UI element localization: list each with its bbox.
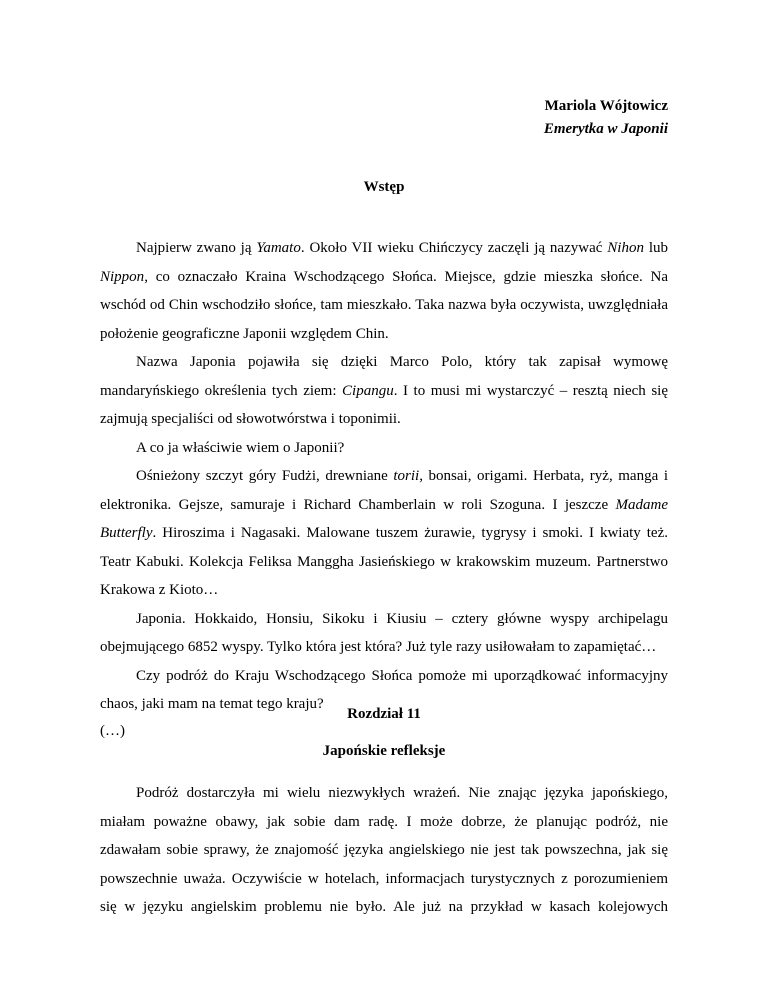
intro-text — [100, 234, 668, 744]
intro-paragraph-2 — [100, 348, 668, 434]
chapter-text — [100, 779, 668, 922]
ellipsis-marker: (…) — [100, 722, 125, 739]
intro-heading: Wstęp — [363, 179, 405, 195]
chapter-title: Japońskie refleksje — [322, 743, 446, 759]
italic-term: Cipangu — [342, 382, 394, 399]
chapter-paragraph-1 — [100, 779, 668, 922]
chapter-number: Rozdział 11 — [347, 706, 421, 722]
text-run: Czy podróż do Kraju Wschodzącego Słońca pomoże mi uporządkować informacyjny chaos, jaki mam na temat tego kraju? — [100, 667, 668, 712]
text-run: . I to musi mi wystarczyć – resztą niech się zajmują specjaliści od słowotwórstwa i toponimii. — [100, 382, 668, 427]
text-run: Najpierw zwano ją — [136, 240, 257, 256]
book-title: Emerytka w Japonii — [543, 121, 668, 137]
author-block — [544, 95, 668, 141]
text-run: . Około VII wieku Chińczycy zaczęli ją nazywać — [300, 240, 608, 256]
italic-term: torii — [393, 468, 420, 484]
text-run: Japonia. Hokkaido, Honsiu, Sikoku i Kiusiu – cztery główne wyspy archipelagu obejmującego 6852 wyspy. Tylko która jest która? Już tyle razy usiłowałam to zapamiętać… — [100, 610, 668, 655]
author-name: Mariola Wójtowicz — [544, 98, 668, 114]
text-run: Ośnieżony szczyt góry Fudżi, drewniane — [136, 468, 394, 484]
italic-term: Nihon — [607, 240, 644, 256]
intro-paragraph-1 — [100, 234, 668, 348]
text-run: A co ja właściwie wiem o Japonii? — [136, 439, 345, 456]
intro-paragraph-4 — [100, 462, 668, 605]
intro-paragraph-5 — [100, 605, 668, 662]
text-run: , bonsai, origami. Herbata, ryż, manga i elektronika. Gejsze, samuraje i Richard Chamberlain w roli Szoguna. I jeszcze — [100, 468, 668, 513]
text-run: lub — [643, 240, 668, 256]
italic-term: Yamato — [256, 240, 301, 256]
intro-paragraph-3 — [100, 434, 668, 463]
text-run: , co oznaczało Kraina Wschodzącego Słońca. Miejsce, gdzie mieszka słońce. Na wschód od Chin wschodziło słońce, tam mieszkało. Taka nazwa była oczywista, uwzględniała położenie geograficzne Japonii względem Chin. — [100, 268, 668, 342]
text-run: . Hiroszima i Nagasaki. Malowane tuszem żurawie, tygrysy i smoki. I kwiaty też. Teatr Kabuki. Kolekcja Feliksa Manggha Jasieńskiego w krakowskim muzeum. Partnerstwo Krakowa z Kioto… — [100, 525, 668, 598]
italic-term: Madame Butterfly — [100, 496, 668, 541]
italic-term: Nippon — [100, 268, 145, 285]
text-run: Podróż dostarczyła mi wielu niezwykłych wrażeń. Nie znając języka japońskiego, miałam poważne obawy, jak sobie dam radę. I może dobrze, że planując podróż, nie zdawałam sobie sprawy, że znajomość języka angielskiego nie jest tak powszechna, jak się powszechnie uważa. Oczywiście w hotelach, informacjach turystycznych z porozumieniem się w języku angielskim problemu nie było. Ale już na przykład w kasach kolejowych — [100, 785, 668, 915]
text-run: Nazwa Japonia pojawiła się dzięki Marco Polo, który tak zapisał wymowę mandaryńskiego określenia tych ziem: — [100, 354, 668, 399]
